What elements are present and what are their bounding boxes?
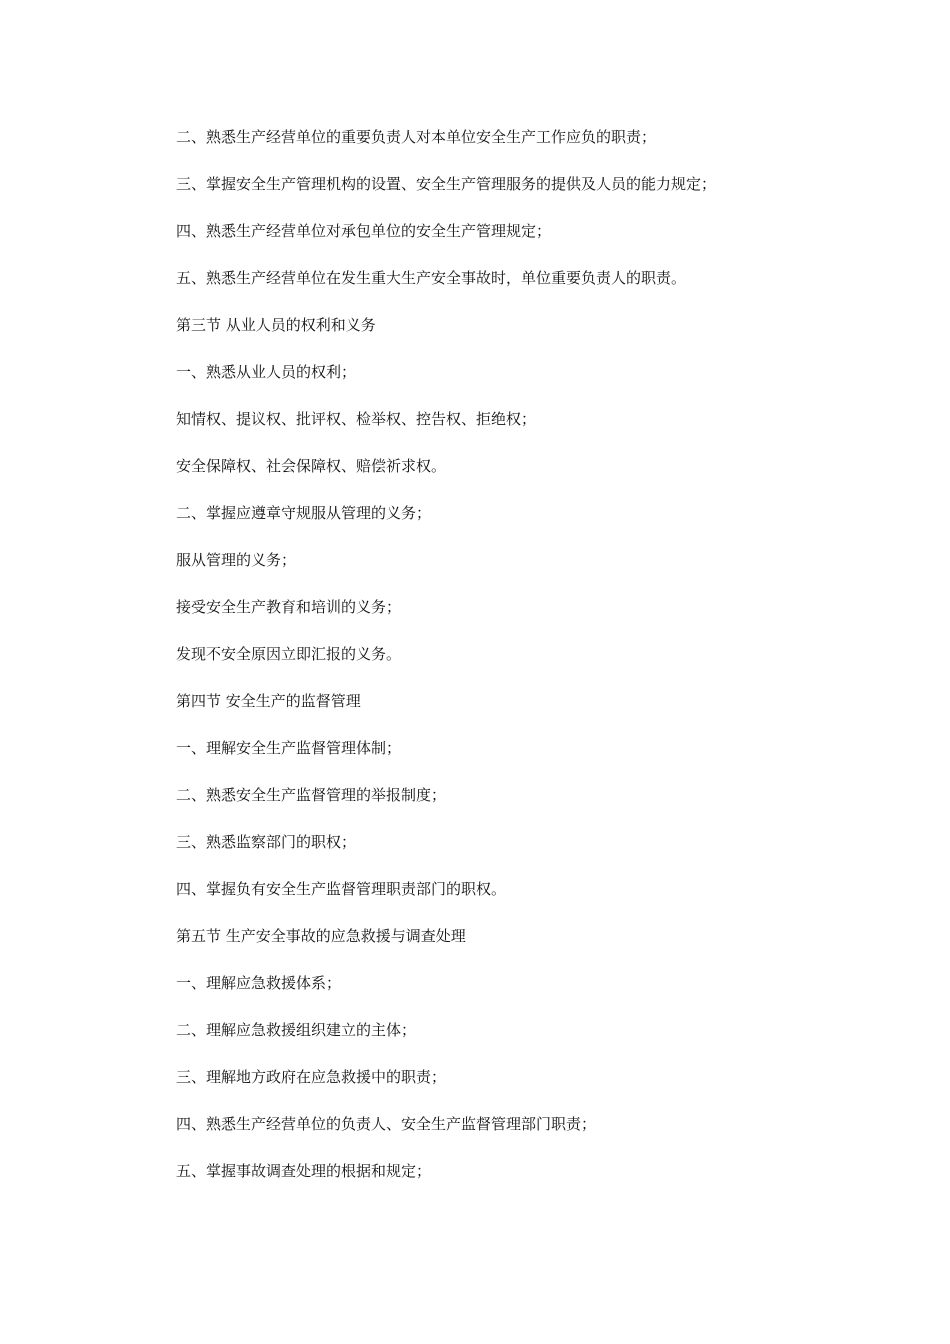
paragraph-line: 知情权、提议权、批评权、检举权、控告权、拒绝权； xyxy=(176,410,537,428)
paragraph-line: 三、理解地方政府在应急救援中的职责； xyxy=(176,1068,447,1086)
paragraph-line: 服从管理的义务； xyxy=(176,551,297,569)
section-heading: 第五节 生产安全事故的应急救援与调查处理 xyxy=(176,927,466,945)
paragraph-line: 一、理解安全生产监督管理体制； xyxy=(176,739,402,757)
paragraph-line: 四、掌握负有安全生产监督管理职责部门的职权。 xyxy=(176,880,507,898)
paragraph-line: 五、熟悉生产经营单位在发生重大生产安全事故时，单位重要负责人的职责。 xyxy=(176,269,687,287)
section-heading: 第四节 安全生产的监督管理 xyxy=(176,692,361,710)
paragraph-line: 四、熟悉生产经营单位的负责人、安全生产监督管理部门职责； xyxy=(176,1115,597,1133)
paragraph-line: 发现不安全原因立即汇报的义务。 xyxy=(176,645,402,663)
paragraph-line: 二、掌握应遵章守规服从管理的义务； xyxy=(176,504,432,522)
paragraph-line: 二、熟悉生产经营单位的重要负责人对本单位安全生产工作应负的职责； xyxy=(176,128,657,146)
paragraph-line: 安全保障权、社会保障权、赔偿祈求权。 xyxy=(176,457,447,475)
paragraph-line: 一、理解应急救援体系； xyxy=(176,974,342,992)
section-heading: 第三节 从业人员的权利和义务 xyxy=(176,316,376,334)
paragraph-line: 三、掌握安全生产管理机构的设置、安全生产管理服务的提供及人员的能力规定； xyxy=(176,175,717,193)
paragraph-line: 一、熟悉从业人员的权利； xyxy=(176,363,357,381)
paragraph-line: 五、掌握事故调查处理的根据和规定； xyxy=(176,1162,432,1180)
paragraph-line: 二、理解应急救援组织建立的主体； xyxy=(176,1021,417,1039)
paragraph-line: 三、熟悉监察部门的职权； xyxy=(176,833,357,851)
paragraph-line: 四、熟悉生产经营单位对承包单位的安全生产管理规定； xyxy=(176,222,552,240)
paragraph-line: 接受安全生产教育和培训的义务； xyxy=(176,598,402,616)
paragraph-line: 二、熟悉安全生产监督管理的举报制度； xyxy=(176,786,447,804)
document-body xyxy=(176,122,876,1203)
